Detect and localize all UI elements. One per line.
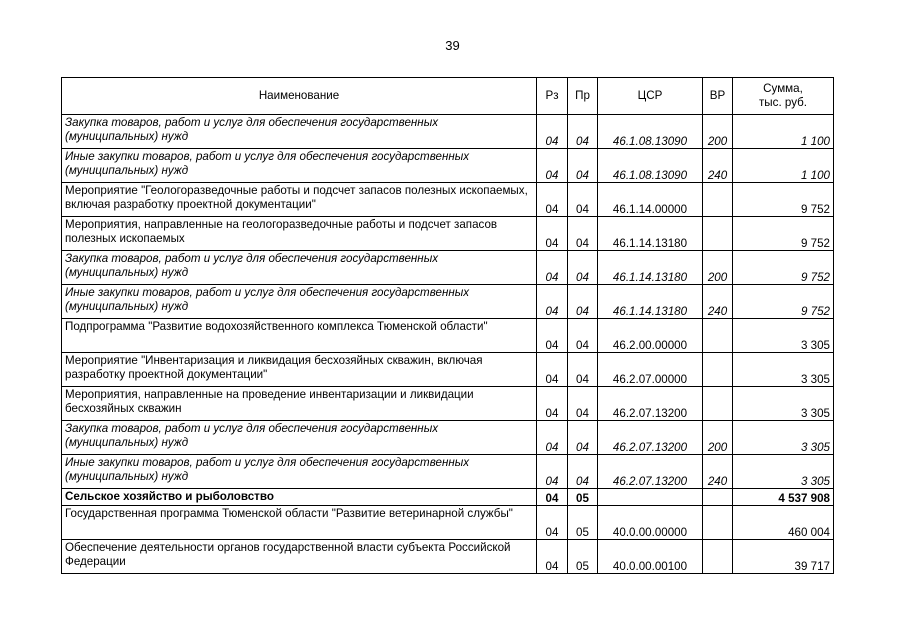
cell-vr: 200 [703,421,733,455]
cell-vr [703,489,733,506]
cell-pr: 04 [568,149,598,183]
cell-rz: 04 [537,506,568,540]
cell-vr [703,540,733,574]
cell-rz: 04 [537,183,568,217]
cell-pr: 05 [568,506,598,540]
cell-rz: 04 [537,285,568,319]
cell-csr: 46.1.08.13090 [598,115,703,149]
cell-rz: 04 [537,149,568,183]
cell-sum: 1 100 [733,149,834,183]
table-header-row [62,78,834,115]
cell-sum: 3 305 [733,319,834,353]
cell-name: Мероприятия, направленные на геологоразведочные работы и подсчет запасов полезных ископаемых [62,217,537,251]
cell-sum: 3 305 [733,353,834,387]
cell-pr: 05 [568,489,598,506]
header-name: Наименование [62,78,537,115]
cell-rz: 04 [537,353,568,387]
table-row [62,183,834,217]
cell-csr: 40.0.00.00000 [598,506,703,540]
cell-rz: 04 [537,115,568,149]
cell-pr: 04 [568,217,598,251]
cell-sum: 9 752 [733,285,834,319]
table-row [62,217,834,251]
cell-csr: 46.2.07.13200 [598,421,703,455]
cell-csr: 46.2.07.13200 [598,455,703,489]
cell-csr: 40.0.00.00100 [598,540,703,574]
cell-name: Иные закупки товаров, работ и услуг для обеспечения государственных (муниципальных) нужд [62,285,537,319]
cell-name: Мероприятия, направленные на проведение инвентаризации и ликвидации бесхозяйных скважин [62,387,537,421]
cell-name: Обеспечение деятельности органов государственной власти субъекта Российской Федерации [62,540,537,574]
cell-rz: 04 [537,217,568,251]
cell-csr: 46.1.08.13090 [598,149,703,183]
cell-vr: 240 [703,149,733,183]
cell-sum: 9 752 [733,183,834,217]
cell-pr: 04 [568,319,598,353]
cell-csr: 46.1.14.13180 [598,217,703,251]
cell-csr: 46.2.07.13200 [598,387,703,421]
cell-csr: 46.1.14.00000 [598,183,703,217]
cell-csr: 46.2.07.00000 [598,353,703,387]
cell-rz: 04 [537,387,568,421]
cell-name: Мероприятие "Инвентаризация и ликвидация бесхозяйных скважин, включая разработку проектной документации" [62,353,537,387]
header-pr: Пр [568,78,598,115]
cell-vr [703,506,733,540]
cell-sum: 3 305 [733,455,834,489]
cell-vr [703,183,733,217]
cell-vr: 200 [703,115,733,149]
table-row [62,421,834,455]
cell-pr: 04 [568,353,598,387]
cell-sum: 9 752 [733,217,834,251]
cell-vr [703,319,733,353]
cell-vr [703,353,733,387]
table-body [62,115,834,574]
cell-sum: 3 305 [733,387,834,421]
cell-name: Иные закупки товаров, работ и услуг для обеспечения государственных (муниципальных) нужд [62,455,537,489]
table-row [62,455,834,489]
cell-name: Сельское хозяйство и рыболовство [62,489,537,506]
cell-name: Закупка товаров, работ и услуг для обеспечения государственных (муниципальных) нужд [62,115,537,149]
cell-pr: 04 [568,387,598,421]
table-row [62,115,834,149]
header-vr: ВР [703,78,733,115]
cell-pr: 04 [568,285,598,319]
table-row [62,285,834,319]
table-row [62,506,834,540]
cell-sum: 1 100 [733,115,834,149]
cell-name: Закупка товаров, работ и услуг для обеспечения государственных (муниципальных) нужд [62,251,537,285]
cell-sum: 460 004 [733,506,834,540]
header-sum: Сумма, тыс. руб. [733,78,834,115]
cell-pr: 04 [568,421,598,455]
cell-csr [598,489,703,506]
cell-csr: 46.1.14.13180 [598,251,703,285]
table-row [62,353,834,387]
cell-pr: 05 [568,540,598,574]
cell-name: Подпрограмма "Развитие водохозяйственного комплекса Тюменской области" [62,319,537,353]
cell-rz: 04 [537,251,568,285]
cell-sum: 9 752 [733,251,834,285]
cell-sum: 3 305 [733,421,834,455]
cell-vr [703,387,733,421]
cell-name: Мероприятие "Геологоразведочные работы и подсчет запасов полезных ископаемых, включая разработку проектной документации" [62,183,537,217]
cell-csr: 46.1.14.13180 [598,285,703,319]
cell-name: Закупка товаров, работ и услуг для обеспечения государственных (муниципальных) нужд [62,421,537,455]
table-row [62,387,834,421]
cell-vr: 200 [703,251,733,285]
cell-vr: 240 [703,285,733,319]
table-row [62,251,834,285]
cell-sum: 4 537 908 [733,489,834,506]
table-row [62,149,834,183]
cell-pr: 04 [568,251,598,285]
cell-vr [703,217,733,251]
cell-csr: 46.2.00.00000 [598,319,703,353]
cell-rz: 04 [537,540,568,574]
header-rz: Рз [537,78,568,115]
cell-rz: 04 [537,455,568,489]
table-row [62,319,834,353]
cell-name: Государственная программа Тюменской области "Развитие ветеринарной службы" [62,506,537,540]
cell-pr: 04 [568,183,598,217]
page-number: 39 [445,38,460,53]
cell-vr: 240 [703,455,733,489]
table-row [62,489,834,506]
cell-rz: 04 [537,319,568,353]
budget-table [61,77,834,574]
cell-pr: 04 [568,115,598,149]
table-row [62,540,834,574]
header-csr: ЦСР [598,78,703,115]
cell-rz: 04 [537,489,568,506]
cell-rz: 04 [537,421,568,455]
cell-sum: 39 717 [733,540,834,574]
cell-name: Иные закупки товаров, работ и услуг для обеспечения государственных (муниципальных) нужд [62,149,537,183]
cell-pr: 04 [568,455,598,489]
